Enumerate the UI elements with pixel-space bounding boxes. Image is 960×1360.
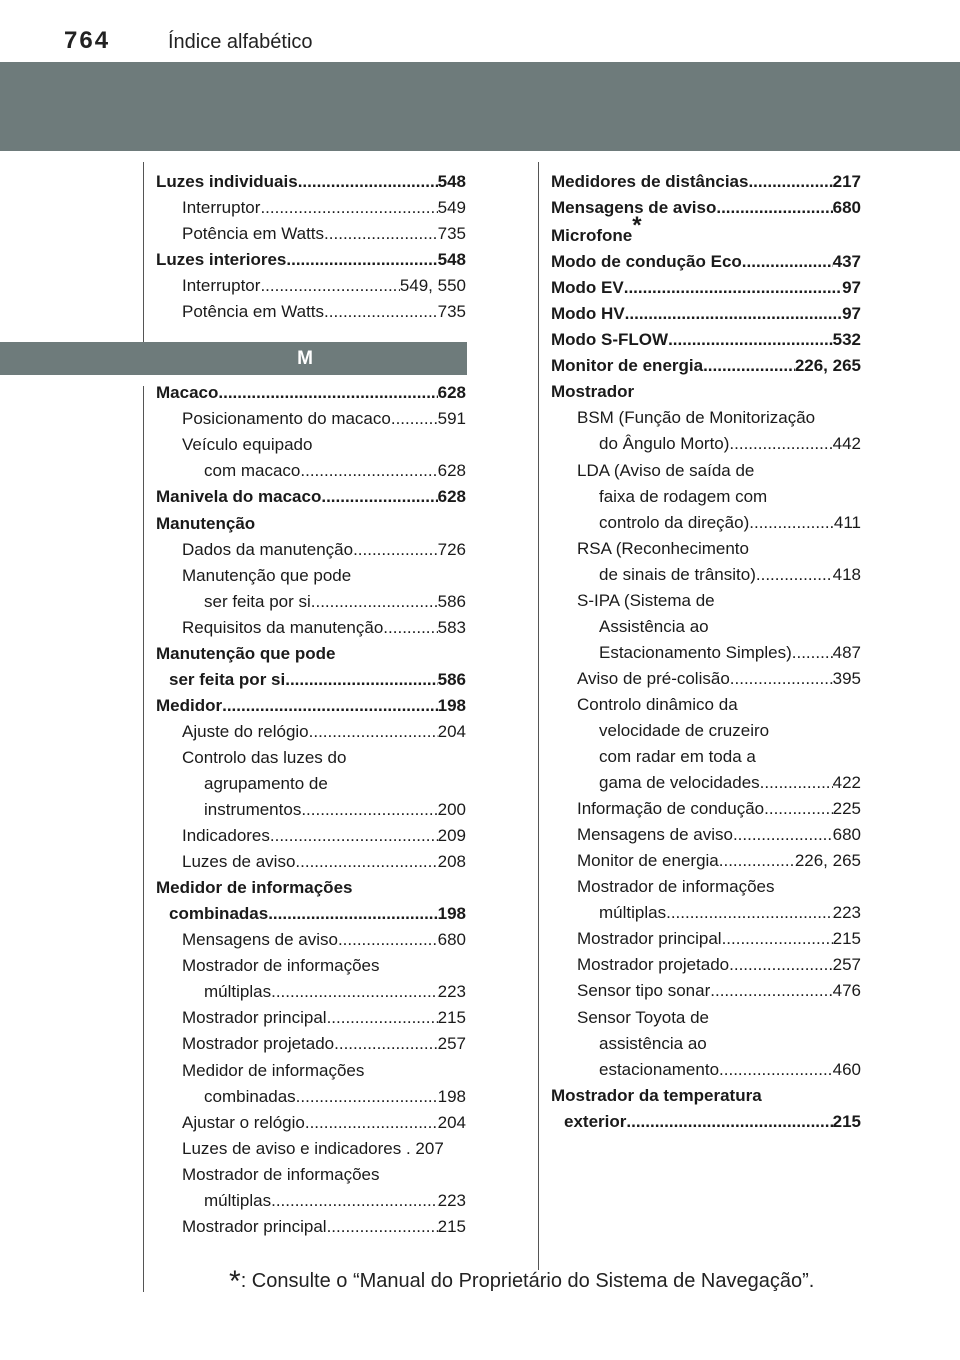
index-entry-page: 395 xyxy=(832,668,861,688)
index-entry-page: 226, 265 xyxy=(794,356,861,376)
index-entry-page: 628 xyxy=(437,487,466,507)
index-entry-page: 442 xyxy=(832,434,861,454)
index-entry-page: 217 xyxy=(832,172,861,191)
leader-dots xyxy=(271,1188,438,1214)
index-entry-term: Mostrador de informações xyxy=(577,877,775,897)
leader-dots xyxy=(270,823,438,849)
leader-dots xyxy=(666,900,833,926)
index-column-left xyxy=(156,169,466,1240)
index-entry xyxy=(156,537,466,563)
index-entry-term: combinadas xyxy=(204,1086,296,1106)
index-entry-term: S-IPA (Sistema de xyxy=(577,590,715,610)
leader-dots xyxy=(218,380,437,406)
index-entry xyxy=(551,379,861,405)
index-entry xyxy=(551,1031,861,1057)
index-entry-page: 226, 265 xyxy=(794,851,861,871)
index-entry xyxy=(156,823,466,849)
index-entry-term: exterior xyxy=(564,1111,627,1131)
index-entry-term: Medidor de informações xyxy=(156,878,353,898)
index-entry xyxy=(156,979,466,1005)
index-entry-term: Modo S-FLOW xyxy=(551,330,669,350)
left-column-divider xyxy=(143,386,144,1250)
index-entry-page: 97 xyxy=(842,278,861,298)
index-entry xyxy=(551,848,861,874)
leader-dots xyxy=(260,273,399,299)
index-entry xyxy=(551,536,861,562)
index-entry xyxy=(156,1005,466,1031)
index-entry-page: 680 xyxy=(437,930,466,950)
index-entry xyxy=(551,1083,861,1109)
leader-dots xyxy=(703,353,795,379)
index-entry xyxy=(551,431,861,457)
index-entry-term: gama de velocidades xyxy=(599,773,760,793)
index-entry-term: Manivela do macaco xyxy=(156,487,322,507)
index-entry xyxy=(156,1162,466,1188)
leader-dots xyxy=(792,640,833,666)
index-entry xyxy=(551,301,861,327)
index-entry xyxy=(156,745,466,771)
index-entry xyxy=(156,1110,466,1136)
index-entry-page: 586 xyxy=(437,669,466,689)
index-entry-term: Posicionamento do macaco xyxy=(182,409,391,429)
index-entry-page: 726 xyxy=(437,539,466,559)
index-entry-page: 215 xyxy=(437,1216,466,1236)
index-entry xyxy=(551,692,861,718)
leader-dots xyxy=(222,693,438,719)
index-entry-term: Interruptor xyxy=(182,276,261,296)
index-entry xyxy=(551,614,861,640)
index-entry xyxy=(551,718,861,744)
index-entry-page: 583 xyxy=(437,617,466,637)
index-entry-term: Modo HV xyxy=(551,304,625,324)
index-entry-page: 223 xyxy=(437,1190,466,1210)
index-entry-term: assistência ao xyxy=(599,1033,707,1053)
index-entry-term: Ajustar o relógio xyxy=(182,1112,305,1132)
index-entry xyxy=(551,588,861,614)
index-entry-term: Manutenção que pode xyxy=(182,565,352,585)
index-entry xyxy=(156,1214,466,1240)
index-entry-term: Mostrador da temperatura xyxy=(551,1085,762,1105)
index-entry xyxy=(551,666,861,692)
index-entry xyxy=(156,719,466,745)
index-entry-page: 422 xyxy=(832,773,861,793)
index-entry-term: Monitor de energia xyxy=(577,851,719,871)
leader-dots xyxy=(338,927,438,953)
index-entry-term: Luzes de aviso e indicadores . 207 xyxy=(182,1138,444,1158)
index-entry xyxy=(156,484,466,510)
leader-dots xyxy=(327,1005,438,1031)
index-entry-term: Mensagens de aviso xyxy=(551,198,717,218)
index-entry xyxy=(156,1136,466,1162)
index-entry-term: Mostrador de informações xyxy=(182,956,380,976)
leader-dots xyxy=(722,926,833,952)
index-entry-page: 198 xyxy=(437,1086,466,1106)
index-entry-term: Mostrador projetado xyxy=(577,955,730,975)
index-entry-term: Monitor de energia xyxy=(551,356,704,376)
leader-dots xyxy=(391,406,438,432)
leader-dots xyxy=(324,221,438,247)
index-entry-page: 225 xyxy=(832,799,861,819)
leader-dots xyxy=(748,169,832,195)
index-entry-page: 204 xyxy=(437,1112,466,1132)
leader-dots xyxy=(296,1084,438,1110)
index-entry-term: controlo da direção) xyxy=(599,512,750,532)
index-entry-page: 680 xyxy=(832,198,861,218)
index-entry-term: Mostrador xyxy=(551,382,635,402)
index-entry-term: Mostrador principal xyxy=(182,1216,327,1236)
index-entry-term: combinadas xyxy=(169,904,269,924)
index-entry xyxy=(551,169,861,195)
index-entry xyxy=(156,458,466,484)
leader-dots xyxy=(334,1031,437,1057)
index-entry-term: Luzes individuais xyxy=(156,172,298,191)
index-entry-term: Mostrador projetado xyxy=(182,1034,335,1054)
index-entry-page: 204 xyxy=(437,721,466,741)
index-entry xyxy=(551,562,861,588)
index-entry-page: 735 xyxy=(437,302,466,322)
index-entry-term: agrupamento de xyxy=(204,773,328,793)
index-entry xyxy=(156,511,466,537)
index-entry-page: 476 xyxy=(832,981,861,1001)
leader-dots xyxy=(309,719,438,745)
index-entry xyxy=(156,406,466,432)
page-number: 764 xyxy=(64,27,111,54)
index-entry-page: 223 xyxy=(437,982,466,1002)
index-entry xyxy=(551,770,861,796)
footnote-star: * xyxy=(229,1265,241,1298)
index-entry xyxy=(551,874,861,900)
index-entry-page: 223 xyxy=(832,903,861,923)
index-entry-term: Potência em Watts xyxy=(182,224,325,244)
leader-dots xyxy=(383,615,437,641)
index-entry-term: Manutenção xyxy=(156,513,256,533)
index-entry xyxy=(551,1057,861,1083)
index-entry-page: 257 xyxy=(437,1034,466,1054)
index-entry-term: BSM (Função de Monitorização xyxy=(577,408,816,428)
index-entry xyxy=(551,1109,861,1135)
index-entry xyxy=(156,1084,466,1110)
index-entry-page: 549, 550 xyxy=(399,276,466,296)
leader-dots xyxy=(298,169,438,195)
index-entry xyxy=(551,796,861,822)
index-entry-term: RSA (Reconhecimento xyxy=(577,538,749,558)
index-entry-page: 460 xyxy=(832,1059,861,1079)
footnote xyxy=(229,1265,814,1299)
leader-dots xyxy=(668,327,833,353)
index-entry-term: Controlo dinâmico da xyxy=(577,694,738,714)
index-entry xyxy=(156,299,466,325)
leader-dots xyxy=(749,510,834,536)
index-entry-term: múltiplas xyxy=(204,982,272,1002)
leader-dots xyxy=(764,796,833,822)
index-entry xyxy=(551,510,861,536)
index-entry xyxy=(551,926,861,952)
leader-dots xyxy=(710,978,832,1004)
index-entry-term: Controlo das luzes do xyxy=(182,747,347,767)
leader-dots xyxy=(305,1110,438,1136)
index-entry xyxy=(156,875,466,901)
index-entry xyxy=(551,484,861,510)
index-entry-term: múltiplas xyxy=(204,1190,272,1210)
index-entry-term: Microfone xyxy=(551,226,633,246)
index-entry-term: estacionamento xyxy=(599,1059,720,1079)
index-entry-page: 586 xyxy=(437,591,466,611)
index-entry xyxy=(551,327,861,353)
index-entry-term: Luzes interiores xyxy=(156,250,287,270)
leader-dots xyxy=(626,1109,832,1135)
index-entry-term: instrumentos xyxy=(204,800,302,820)
index-entry xyxy=(156,247,466,273)
index-entry xyxy=(156,1188,466,1214)
index-entry xyxy=(156,849,466,875)
index-entry-page: 215 xyxy=(832,929,861,949)
index-entry-term: Aviso de pré-colisão xyxy=(577,668,730,688)
leader-dots xyxy=(624,275,842,301)
index-entry xyxy=(156,195,466,221)
leader-dots xyxy=(268,901,437,927)
index-entry-term: múltiplas xyxy=(599,903,667,923)
index-entry xyxy=(551,1005,861,1031)
index-entry xyxy=(156,667,466,693)
leader-dots xyxy=(719,848,795,874)
index-entry-term: ser feita por si xyxy=(169,669,286,689)
leader-dots xyxy=(324,299,438,325)
index-entry xyxy=(156,380,466,406)
leader-dots xyxy=(300,458,437,484)
index-entry xyxy=(156,771,466,797)
index-entry-page: 215 xyxy=(437,1008,466,1028)
footnote-text: : Consulte o “Manual do Proprietário do Sistema de Navegação”. xyxy=(240,1270,815,1292)
index-entry xyxy=(156,589,466,615)
index-entry-page: 418 xyxy=(832,564,861,584)
index-entry-page: 215 xyxy=(832,1111,861,1131)
index-entry-term: Manutenção que pode xyxy=(156,643,336,663)
index-entry xyxy=(156,1058,466,1084)
index-entry-term: LDA (Aviso de saída de xyxy=(577,460,755,480)
index-entry-page: 257 xyxy=(832,955,861,975)
index-entry xyxy=(551,249,861,275)
index-entry-term: do Ângulo Morto) xyxy=(599,434,730,454)
index-entry xyxy=(551,405,861,431)
index-entry xyxy=(156,615,466,641)
leader-dots xyxy=(286,247,437,273)
index-entry-term: Modo de condução Eco xyxy=(551,252,742,272)
leader-dots xyxy=(285,667,437,693)
index-entry xyxy=(156,432,466,458)
index-entry-page: 200 xyxy=(437,800,466,820)
index-entry xyxy=(156,953,466,979)
index-entry xyxy=(551,900,861,926)
index-entry xyxy=(551,822,861,848)
index-entry-page: 548 xyxy=(437,250,466,270)
index-entry-page: 487 xyxy=(832,642,861,662)
index-entry-term: com macaco xyxy=(204,461,301,481)
leader-dots xyxy=(729,431,832,457)
index-entry-term: Sensor tipo sonar xyxy=(577,981,711,1001)
index-entry xyxy=(551,212,861,249)
header-band xyxy=(0,62,960,151)
index-entry-page: 591 xyxy=(437,409,466,429)
index-entry-page: 198 xyxy=(437,695,466,715)
index-entry xyxy=(156,221,466,247)
index-entry xyxy=(156,927,466,953)
leader-dots xyxy=(295,849,437,875)
index-entry-page: 411 xyxy=(833,512,861,532)
section-letter: M xyxy=(297,348,313,370)
index-entry-page: 198 xyxy=(437,904,466,924)
index-entry xyxy=(156,169,466,195)
index-entry-page: 628 xyxy=(437,461,466,481)
index-entry-term: Mostrador de informações xyxy=(182,1164,380,1184)
leader-dots xyxy=(716,195,832,221)
leader-dots xyxy=(311,589,438,615)
index-entry-term: Medidor de informações xyxy=(182,1060,365,1080)
index-entry-term: Potência em Watts xyxy=(182,302,325,322)
footnote-marker: * xyxy=(632,212,642,240)
leader-dots xyxy=(301,797,437,823)
index-entry xyxy=(551,640,861,666)
index-entry-page: 548 xyxy=(437,172,466,191)
index-column-right xyxy=(551,169,861,1135)
index-entry-page: 209 xyxy=(437,826,466,846)
leader-dots xyxy=(756,562,833,588)
index-entry-page: 208 xyxy=(437,852,466,872)
index-entry-page: 628 xyxy=(437,383,466,403)
index-entry-term: com radar em toda a xyxy=(599,747,756,767)
index-entry-term: Assistência ao xyxy=(599,616,709,636)
section-letter-band xyxy=(0,342,467,375)
page-header xyxy=(0,0,960,62)
index-entry-term: Requisitos da manutenção xyxy=(182,617,384,637)
leader-dots xyxy=(321,484,437,510)
leader-dots xyxy=(327,1214,438,1240)
index-entry-term: Interruptor xyxy=(182,198,261,218)
index-entry-term: Mostrador principal xyxy=(577,929,722,949)
index-entry-term: Informação de condução xyxy=(577,799,765,819)
index-entry-term: Mensagens de aviso xyxy=(577,825,733,845)
index-entry xyxy=(156,273,466,299)
index-entry xyxy=(156,797,466,823)
index-entry-term: Veículo equipado xyxy=(182,435,313,455)
leader-dots xyxy=(625,301,842,327)
index-entry xyxy=(551,458,861,484)
left-column-divider-top xyxy=(143,162,144,358)
index-entry-term: Medidores de distâncias xyxy=(551,172,749,191)
index-entry xyxy=(551,978,861,1004)
index-entry-page: 735 xyxy=(437,224,466,244)
left-column-divider-bottom xyxy=(143,1250,144,1292)
index-entry-page: 532 xyxy=(832,330,861,350)
leader-dots xyxy=(733,822,833,848)
leader-dots xyxy=(729,952,832,978)
index-entry-term: Estacionamento Simples) xyxy=(599,642,792,662)
index-group-l-entries xyxy=(156,169,466,325)
index-entry-term: faixa de rodagem com xyxy=(599,486,768,506)
leader-dots xyxy=(742,249,833,275)
leader-dots xyxy=(760,770,833,796)
index-entry-term: ser feita por si xyxy=(204,591,311,611)
index-entry xyxy=(551,195,861,221)
index-entry-page: 549 xyxy=(437,198,466,218)
index-entry-page: 437 xyxy=(832,252,861,272)
index-entry-term: Medidor xyxy=(156,695,223,715)
index-entry xyxy=(156,693,466,719)
index-entry-term: Indicadores xyxy=(182,826,270,846)
leader-dots xyxy=(730,666,833,692)
index-entry-page: 97 xyxy=(842,304,861,324)
index-entry-term: Macaco xyxy=(156,383,219,403)
index-entry xyxy=(156,563,466,589)
center-column-divider xyxy=(538,162,539,1250)
index-entry-term: velocidade de cruzeiro xyxy=(599,720,770,740)
index-entry xyxy=(551,744,861,770)
leader-dots xyxy=(271,979,438,1005)
index-entry-term: de sinais de trânsito) xyxy=(599,564,756,584)
leader-dots xyxy=(719,1057,833,1083)
index-entry-term: Sensor Toyota de xyxy=(577,1007,709,1027)
leader-dots xyxy=(260,195,437,221)
index-entry-term: Mostrador principal xyxy=(182,1008,327,1028)
section-title: Índice alfabético xyxy=(168,31,313,53)
index-entry-term: Modo EV xyxy=(551,278,624,298)
index-entry-term: Mensagens de aviso xyxy=(182,930,338,950)
index-entry-page: 680 xyxy=(832,825,861,845)
index-entry-term: Ajuste do relógio xyxy=(182,721,309,741)
index-group-m-entries xyxy=(156,380,466,1240)
index-entry xyxy=(156,901,466,927)
index-entry-term: Luzes de aviso xyxy=(182,852,296,872)
index-entry xyxy=(551,275,861,301)
index-entry-term: Dados da manutenção xyxy=(182,539,354,559)
leader-dots xyxy=(353,537,438,563)
index-entry xyxy=(551,353,861,379)
index-entry xyxy=(156,641,466,667)
index-entry xyxy=(156,1031,466,1057)
index-entry xyxy=(551,952,861,978)
